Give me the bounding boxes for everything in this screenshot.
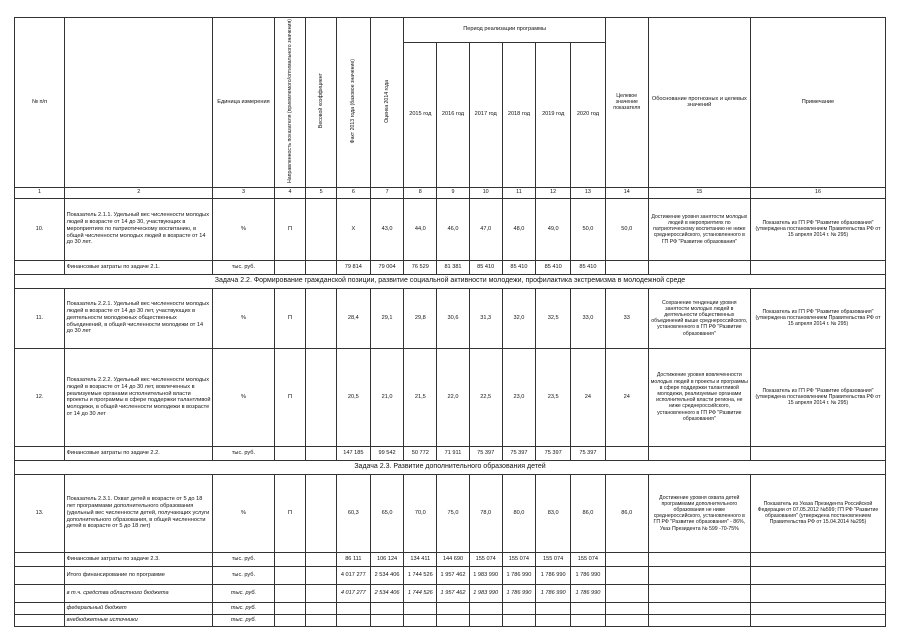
indicator-row-10: 10. Показатель 2.1.1. Удельный вес численности молодых людей в возрасте от 14 до 30, участвующих в мероприятиях по патриотическому воспитанию, в общей численности молодых людей в возрасте от 14 до 30 лет. % П Х 43,0 44,0 46,0 47,0 48,0 49,0 50,0 50,0 Достижение уровня занятости молодых людей в мероприятиях по патриотическому воспитанию не ниже среднероссийского, установленного в ГП РФ "Развитие образования" Показатель из ГП РФ "Развитие образования" (утверждена постановлением Правительства РФ от 15 апреля 2014 г. № 295)	[15, 198, 886, 260]
header-year: 2018 год	[502, 42, 536, 187]
header-basis: Обоснование прогнозных и целевых значений	[648, 18, 750, 188]
indicators-table	[14, 17, 886, 627]
off-budget-row: внебюджетные источники тыс. руб.	[15, 614, 886, 626]
header-year: 2015 год	[404, 42, 437, 187]
header-est-2014: Оценка 2014 года	[383, 79, 390, 123]
task-heading-2-3: Задача 2.3. Развитие дополнительного образования детей	[15, 460, 886, 474]
program-indicators-sheet	[14, 17, 886, 627]
header-year: 2017 год	[469, 42, 502, 187]
indicator-row-13: 13. Показатель 2.3.1. Охват детей в возрасте от 5 до 18 лет программами дополнительного образования (удельный вес численности детей, получающих услуги дополнительного образования, в общей численности детей в возрасте от 5 до 18 лет) % П 60,3 65,0 70,0 75,0 78,0 80,0 83,0 86,0 86,0 Достижение уровня охвата детей программами дополнительного образования не ниже среднероссийского, установленного в ГП РФ "Развитие образования" - 86%, Указ Президента № 599 -70-75% Показатель из Указа Президента Российской Федерации от 07.05.2012 №599; ГП РФ "Развитие образования" (утверждена постановлением Правительства РФ от 15.04.2014 №295)	[15, 474, 886, 552]
column-number-row: 1 2 3 4 5 6 7 8 9 10 11 12 13 14 15 16	[15, 187, 886, 198]
regional-budget-row: в т.ч. средства областного бюджета тыс. руб. 4 017 277 2 534 406 1 744 526 1 957 462 1 983 990 1 786 990 1 786 990 1 786 990	[15, 584, 886, 602]
finance-row-2-1: Финансовые затраты по задаче 2.1. тыс. руб. 79 814 79 004 76 529 81 381 85 410 85 410 85 410 85 410	[15, 260, 886, 274]
task-heading-2-2: Задача 2.2. Формирование гражданской позиции, развитие социальной активности молодежи, профилактика экстремизма в молодежной среде	[15, 274, 886, 288]
header-target: Целевое значение показателя	[605, 18, 648, 188]
finance-row-2-2: Финансовые затраты по задаче 2.2. тыс. руб. 147 185 99 542 50 772 71 911 75 397 75 397 75 397 75 397	[15, 446, 886, 460]
header-fact-2013: Факт 2013 года (базовое значение)	[350, 58, 357, 144]
federal-budget-row: федеральный бюджет тыс. руб.	[15, 602, 886, 614]
header-num: № п/п	[15, 18, 65, 188]
header-note: Примечание	[750, 18, 885, 188]
header-period: Период реализации программы	[404, 18, 605, 43]
header-unit: Единица измерения	[213, 18, 274, 188]
header-year: 2016 год	[437, 42, 470, 187]
total-finance-row: Итого финансирование по программе тыс. руб. 4 017 277 2 534 406 1 744 526 1 957 462 1 983 990 1 786 990 1 786 990 1 786 990	[15, 566, 886, 584]
indicator-row-12: 12. Показатель 2.2.2. Удельный вес численности молодых людей в возрасте от 14 до 30 лет, вовлеченных в реализуемые органами исполнительной власти проекты и программы в сфере поддержки талантливой молодежи, в общей численности молодежи в возрасте от 14 до 30 лет % П 20,5 21,0 21,5 22,0 22,5 23,0 23,5 24 24 Достижение уровня вовлеченности молодых людей в проекты и программы в сфере поддержки талантливой молодежи, реализуемые органами исполнительной власти региона, не ниже среднероссийского, установленного в ГП РФ "Развитие образования" Показатель из ГП РФ "Развитие образования" (утверждена постановлением Правительства РФ от 15 апреля 2014 г. № 295)	[15, 348, 886, 446]
header-row	[15, 18, 886, 43]
indicator-row-11: 11. Показатель 2.2.1. Удельный вес численности молодых людей в возрасте от 14 до 30 лет, участвующих в деятельности молодежных общественных объединений, в общей численности молодежи от 14 до 30 лет % П 28,4 29,1 29,8 30,6 31,3 32,0 32,5 33,0 33 Сохранение тенденции уровня занятости молодых людей в деятельности общественных объединений выше среднероссийского, установленного в ГП РФ "Развитие образования" Показатель из ГП РФ "Развитие образования" (утверждена постановлением Правительства РФ от 15 апреля 2014 г. № 295)	[15, 288, 886, 348]
header-year: 2020 год	[571, 42, 606, 187]
header-year: 2019 год	[536, 42, 571, 187]
header-direction: Направленность показателя (приемлемого/оптимального значения)	[286, 19, 293, 183]
header-weight: Весовой коэффициент	[318, 73, 325, 129]
finance-row-2-3: Финансовые затраты по задаче 2.3. тыс. руб. 86 111 106 124 134 411 144 690 155 074 155 074 155 074 155 074	[15, 552, 886, 566]
